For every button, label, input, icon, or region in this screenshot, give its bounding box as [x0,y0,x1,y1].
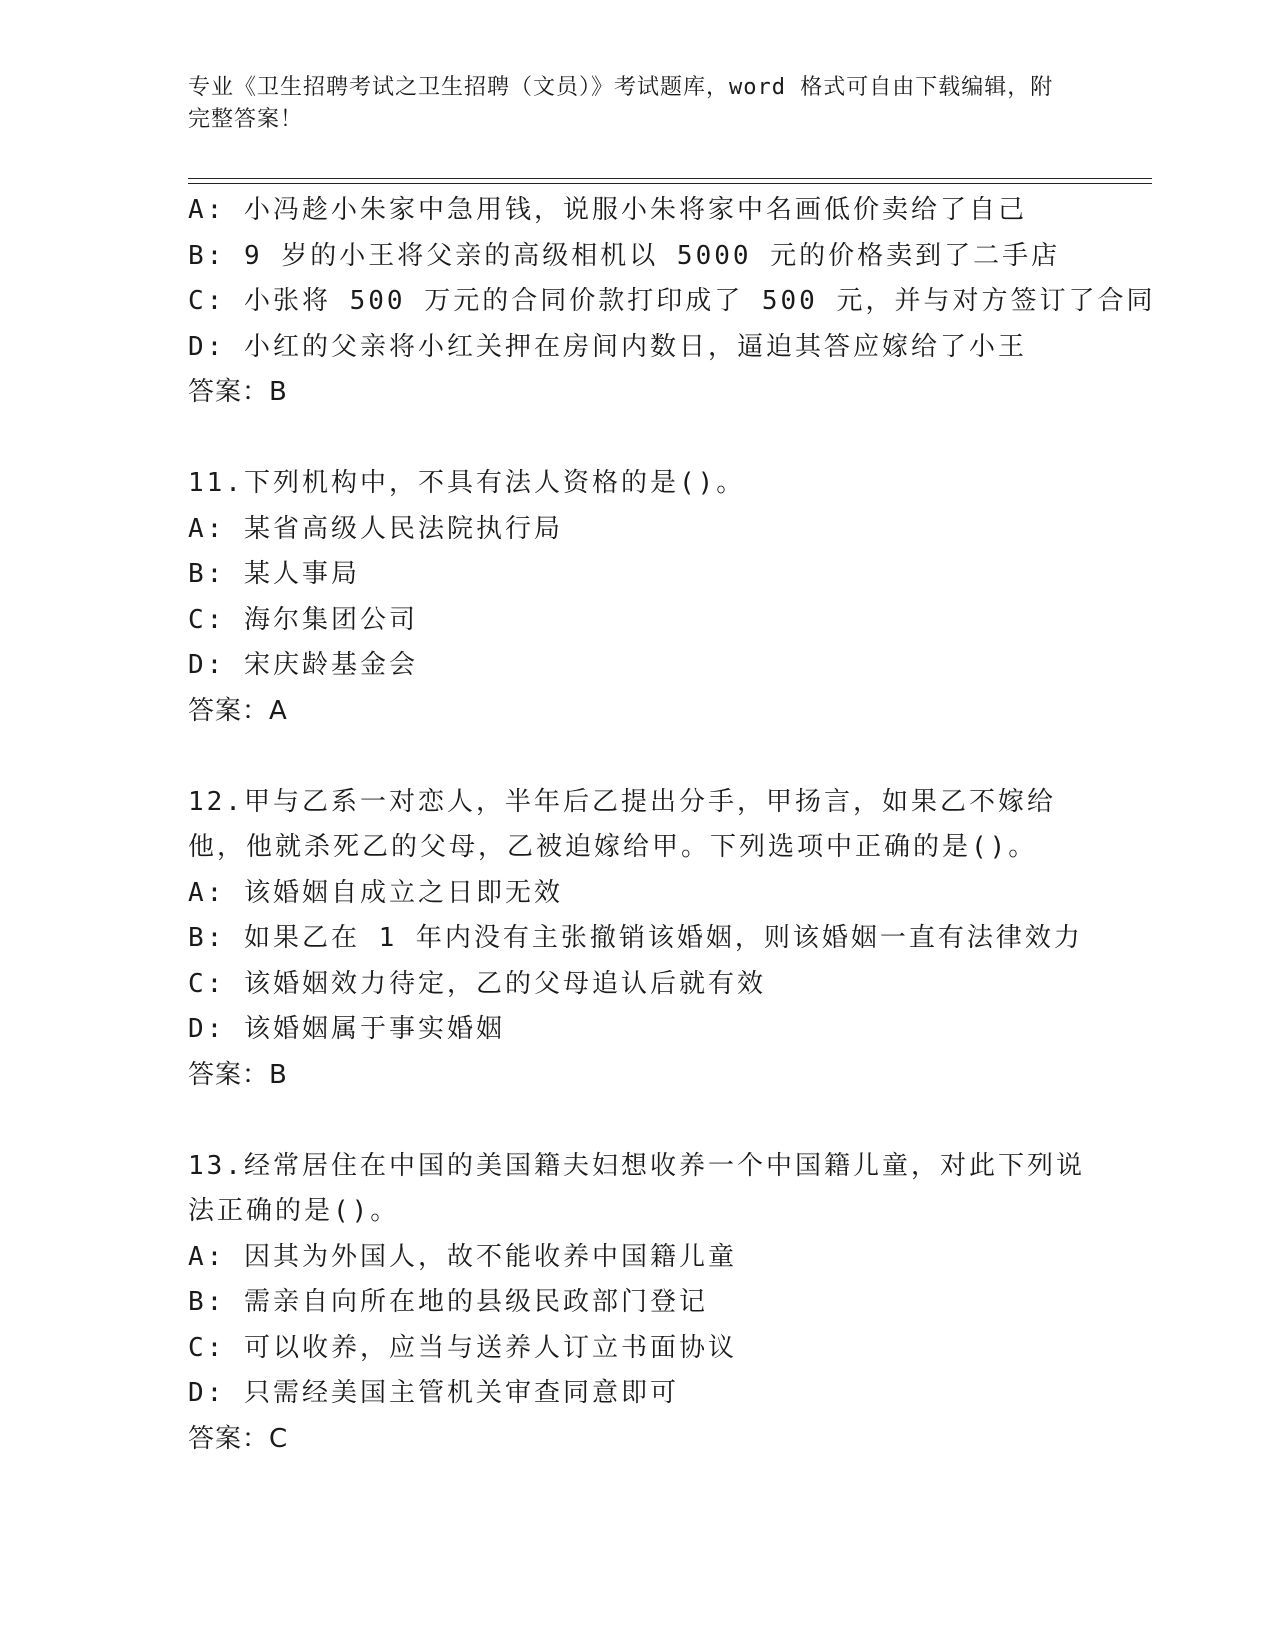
option-a: A: 小冯趁小朱家中急用钱，说服小朱将家中名画低价卖给了自己 [188,195,1027,225]
option-a: A: 该婚姻自成立之日即无效 [188,877,563,908]
answer-label: 答案：C [188,1423,289,1454]
document-header: 专业《卫生招聘考试之卫生招聘（文员）》考试题库，word 格式可自由下载编辑，附完整答案！ [188,75,1054,132]
option-c: C: 该婚姻效力待定，乙的父母追认后就有效 [188,968,766,999]
question-text: 12.甲与乙系一对恋人，半年后乙提出分手，甲扬言，如果乙不嫁给他，他就杀死乙的父母，乙被迫嫁给甲。下列选项中正确的是()。 [188,786,1056,862]
header-divider-top [188,178,1152,179]
option-b: B: 需亲自向所在地的县级民政部门登记 [188,1287,708,1317]
option-c: C: 小张将 500 万元的合同价款打印成了 500 元，并与对方签订了合同 [188,286,1156,316]
option-d: D: 小红的父亲将小红关押在房间内数日，逼迫其答应嫁给了小王 [188,331,1027,362]
header-divider-bottom [188,183,1152,184]
spacer [188,1098,1088,1144]
answer-label: 答案：A [188,695,288,726]
option-d: D: 宋庆龄基金会 [188,650,418,680]
spacer [188,734,1088,780]
option-d: D: 只需经美国主管机关审查同意即可 [188,1378,679,1408]
answer-label: 答案：B [188,1059,288,1090]
option-a: A: 某省高级人民法院执行局 [188,513,563,544]
question-block-11 [188,461,1088,734]
option-c: C: 可以收养，应当与送养人订立书面协议 [188,1332,737,1363]
option-b: B: 9 岁的小王将父亲的高级相机以 5000 元的价格卖到了二手店 [188,240,1061,271]
question-block-10 [188,188,1156,416]
option-b: B: 某人事局 [188,559,360,589]
question-text: 13.经常居住在中国的美国籍夫妇想收养一个中国籍儿童，对此下列说法正确的是()。 [188,1150,1085,1226]
answer-label: 答案：B [188,377,288,407]
question-list [188,188,1156,1462]
option-d: D: 该婚姻属于事实婚姻 [188,1014,505,1044]
question-block-12 [188,780,1088,1099]
option-c: C: 海尔集团公司 [188,604,418,635]
spacer [188,416,1088,462]
question-text: 11.下列机构中，不具有法人资格的是()。 [188,468,746,498]
option-a: A: 因其为外国人，故不能收养中国籍儿童 [188,1241,737,1272]
question-block-13 [188,1144,1088,1463]
option-b: B: 如果乙在 1 年内没有主张撤销该婚姻，则该婚姻一直有法律效力 [188,923,1083,953]
